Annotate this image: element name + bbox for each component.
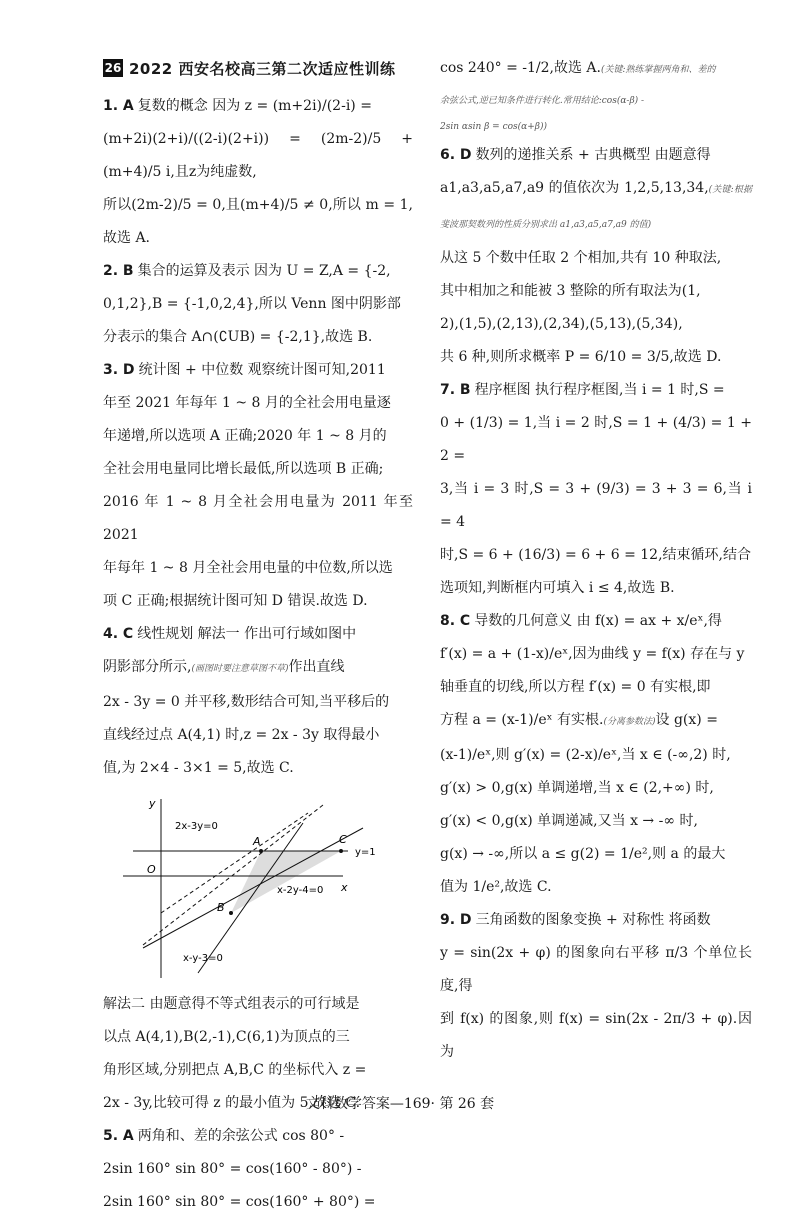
answer-text: 集合的运算及表示 因为 U = Z,A = {-2, (137, 263, 391, 279)
answer-text: 时,S = 6 + (16/3) = 6 + 6 = 12,结束循环,结合 (440, 547, 751, 563)
section-header (103, 52, 413, 84)
answer-line (440, 407, 752, 473)
section-title: 2022 西安名校高三第二次适应性训练 (129, 59, 396, 78)
key-note: 2sin αsin β = cos(α+β)) (440, 122, 548, 132)
set-number-badge: 26 (104, 61, 122, 75)
answer-text: 直线经过点 A(4,1) 时,z = 2x - 3y 取得最小 (103, 727, 380, 743)
answer-text: 导数的几何意义 由 f(x) = ax + x/eˣ,得 (474, 613, 722, 629)
answer-text: 阴影部分所示, (103, 659, 192, 675)
answer-text: 项 C 正确;根据统计图可知 D 错误.故选 D. (103, 593, 368, 609)
answer-text: y = sin(2x + φ) 的图象向右平移 π/3 个单位长度,得 (440, 945, 752, 994)
answer-line (103, 1153, 413, 1186)
page-footer: 文科数学答案—169· 第 26 套 (305, 1096, 495, 1112)
answer-text: 2sin 160° sin 80° = cos(160° - 80°) - (103, 1161, 362, 1177)
answer-number: 8. C (440, 613, 471, 629)
answer-line (440, 937, 752, 1003)
answer-line (440, 739, 752, 772)
answer-line (440, 374, 752, 407)
answer-line (103, 1120, 413, 1153)
answer-text: (m+2i)(2+i)/((2-i)(2+i)) = (2m-2)/5 + (m+4)/5 i,且z为纯虚数, (103, 131, 413, 180)
answer-line (103, 552, 413, 585)
label-line-2x-3y-0: 2x-3y=0 (175, 821, 218, 832)
answer-text: 2x - 3y = 0 并平移,数形结合可知,当平移后的 (103, 694, 390, 710)
answer-text: 数列的递推关系 + 古典概型 由题意得 (475, 147, 711, 163)
answer-line (103, 255, 413, 288)
answer-text: 值,为 2×4 - 3×1 = 5,故选 C. (103, 760, 294, 776)
answer-line (103, 1021, 413, 1054)
answer-line (440, 172, 752, 242)
answer-line (440, 242, 752, 275)
answer-text: 复数的概念 因为 z = (m+2i)/(2-i) = (137, 98, 372, 114)
answer-text: 从这 5 个数中任取 2 个相加,共有 10 种取法, (440, 250, 722, 266)
answer-line (103, 90, 413, 123)
line-x-y-3-0 (198, 823, 303, 973)
right-column (440, 52, 752, 1069)
answer-line (103, 686, 413, 719)
answer-line (440, 772, 752, 805)
answer-text-tail: 作出直线 (288, 659, 345, 675)
label-x-axis: x (341, 881, 348, 894)
answer-line (440, 113, 752, 139)
answer-line (103, 387, 413, 420)
answer-text: 2),(1,5),(2,13),(2,34),(5,13),(5,34), (440, 316, 683, 332)
left-answer-lines (103, 90, 413, 785)
answer-number: 9. D (440, 912, 472, 928)
label-line-x-2y-4: x-2y-4=0 (277, 885, 324, 896)
answer-text: a1,a3,a5,a7,a9 的值依次为 1,2,5,13,34, (440, 180, 709, 196)
feasible-region-figure (103, 793, 413, 978)
answer-text: 到 f(x) 的图象,则 f(x) = sin(2x - 2π/3 + φ).因为 (440, 1011, 752, 1060)
label-origin: O (147, 863, 156, 876)
answer-line (103, 1186, 413, 1219)
answer-line (440, 605, 752, 638)
answer-line (440, 539, 752, 572)
answer-text: 全社会用电量同比增长最低,所以选项 B 正确; (103, 461, 384, 477)
answer-line (103, 988, 413, 1021)
answer-number: 1. A (103, 98, 134, 114)
answer-line (103, 321, 413, 354)
label-point-C: C (339, 833, 347, 846)
label-point-A: A (253, 835, 261, 848)
label-line-y-1: y=1 (355, 847, 376, 858)
answer-line (440, 572, 752, 605)
answer-line (440, 52, 752, 87)
answer-text: 以点 A(4,1),B(2,-1),C(6,1)为顶点的三 (103, 1029, 350, 1045)
answer-text: 2x - 3y,比较可得 z 的最小值为 5,故选 C. (103, 1095, 361, 1111)
answer-line (440, 341, 752, 374)
label-y-axis: y (149, 797, 156, 810)
answer-line (440, 139, 752, 172)
answer-text: f′(x) = a + (1-x)/eˣ,因为曲线 y = f(x) 存在与 y (440, 646, 745, 662)
right-answer-lines (440, 52, 752, 1069)
key-note: 余弦公式,逆已知条件进行转化.常用结论:cos(α-β) - (440, 96, 645, 106)
answer-text: 2sin 160° sin 80° = cos(160° + 80°) = (103, 1194, 376, 1210)
point-A (259, 849, 263, 853)
answer-line (440, 275, 752, 308)
answer-line (440, 805, 752, 838)
answer-text: 0,1,2},B = {-1,0,2,4},所以 Venn 图中阴影部 (103, 296, 401, 312)
answer-number: 7. B (440, 382, 471, 398)
answer-line (103, 123, 413, 189)
answer-text: 角形区域,分别把点 A,B,C 的坐标代入 z = (103, 1062, 367, 1078)
answer-text: 3,当 i = 3 时,S = 3 + (9/3) = 3 + 3 = 6,当 i = 4 (440, 481, 752, 530)
answer-text-tail: 设 g(x) = (655, 712, 718, 728)
answer-line (440, 704, 752, 739)
key-note: (关键:熟练掌握两角和、差的 (600, 65, 716, 75)
answer-text: g′(x) < 0,g(x) 单调递减,又当 x → -∞ 时, (440, 813, 698, 829)
answer-text: 其中相加之和能被 3 整除的所有取法为(1, (440, 283, 701, 299)
answer-line (440, 838, 752, 871)
answer-line (103, 420, 413, 453)
answer-text: 分表示的集合 A∩(∁UB) = {-2,1},故选 B. (103, 329, 373, 345)
shaded-region (231, 851, 341, 913)
answer-text: cos 240° = -1/2,故选 A. (440, 60, 601, 76)
answer-text: g′(x) > 0,g(x) 单调递增,当 x ∈ (2,+∞) 时, (440, 780, 714, 796)
answer-line (103, 354, 413, 387)
answer-text: g(x) → -∞,所以 a ≤ g(2) = 1/e²,则 a 的最大 (440, 846, 726, 862)
answer-line (103, 1054, 413, 1087)
answer-text: (x-1)/eˣ,则 g′(x) = (2-x)/eˣ,当 x ∈ (-∞,2) 时, (440, 747, 731, 763)
answer-text: 年递增,所以选项 A 正确;2020 年 1 ~ 8 月的 (103, 428, 387, 444)
label-line-x-y-3: x-y-3=0 (183, 953, 223, 964)
label-point-B: B (217, 901, 225, 914)
answer-text: 程序框图 执行程序框图,当 i = 1 时,S = (474, 382, 725, 398)
answer-text: 方程 a = (x-1)/eˣ 有实根. (440, 712, 604, 728)
answer-text: 0 + (1/3) = 1,当 i = 2 时,S = 1 + (4/3) = 1 + 2 = (440, 415, 752, 464)
answer-text: 两角和、差的余弦公式 cos 80° - (137, 1128, 345, 1144)
answer-line (103, 453, 413, 486)
answer-line (440, 1003, 752, 1069)
answer-text: 线性规划 解法一 作出可行域如图中 (137, 626, 357, 642)
answer-line (440, 473, 752, 539)
answer-line (103, 651, 413, 686)
answer-text: 年至 2021 年每年 1 ~ 8 月的全社会用电量逐 (103, 395, 391, 411)
answer-number: 5. A (103, 1128, 134, 1144)
answer-line (440, 308, 752, 341)
answer-text: 所以(2m-2)/5 = 0,且(m+4)/5 ≠ 0,所以 m = 1,故选 A. (103, 197, 413, 246)
answer-line (103, 752, 413, 785)
point-B (229, 911, 233, 915)
answer-line (103, 618, 413, 651)
answer-text: 三角函数的图象变换 + 对称性 将函数 (475, 912, 711, 928)
answer-text: 2016 年 1 ~ 8 月全社会用电量为 2011 年至 2021 (103, 494, 413, 543)
answer-line (103, 719, 413, 752)
left-column (103, 52, 413, 1219)
key-note: (分离参数法) (603, 717, 656, 727)
key-note: (画图时要注意草图不草) (191, 664, 289, 674)
answer-text: 解法二 由题意得不等式组表示的可行域是 (103, 996, 360, 1012)
answer-number: 3. D (103, 362, 135, 378)
answer-line (103, 585, 413, 618)
answer-line (103, 486, 413, 552)
answer-text: 年每年 1 ~ 8 月全社会用电量的中位数,所以选 (103, 560, 393, 576)
answer-number: 4. C (103, 626, 134, 642)
answer-line (440, 87, 752, 113)
answer-text: 统计图 + 中位数 观察统计图可知,2011 (138, 362, 386, 378)
answer-text: 选项知,判断框内可填入 i ≤ 4,故选 B. (440, 580, 675, 596)
answer-line (440, 638, 752, 671)
point-C (339, 849, 343, 853)
answer-text: 共 6 种,则所求概率 P = 6/10 = 3/5,故选 D. (440, 349, 722, 365)
answer-number: 2. B (103, 263, 134, 279)
answer-text: 轴垂直的切线,所以方程 f′(x) = 0 有实根,即 (440, 679, 711, 695)
key-note: (关键:根据斐波那契数列的性质分别求出 a1,a3,a5,a7,a9 的值) (440, 185, 752, 230)
answer-number: 6. D (440, 147, 472, 163)
answer-line (440, 871, 752, 904)
answer-text: 值为 1/e²,故选 C. (440, 879, 552, 895)
answer-line (440, 904, 752, 937)
answer-line (440, 671, 752, 704)
answer-line (103, 288, 413, 321)
answer-line (103, 189, 413, 255)
